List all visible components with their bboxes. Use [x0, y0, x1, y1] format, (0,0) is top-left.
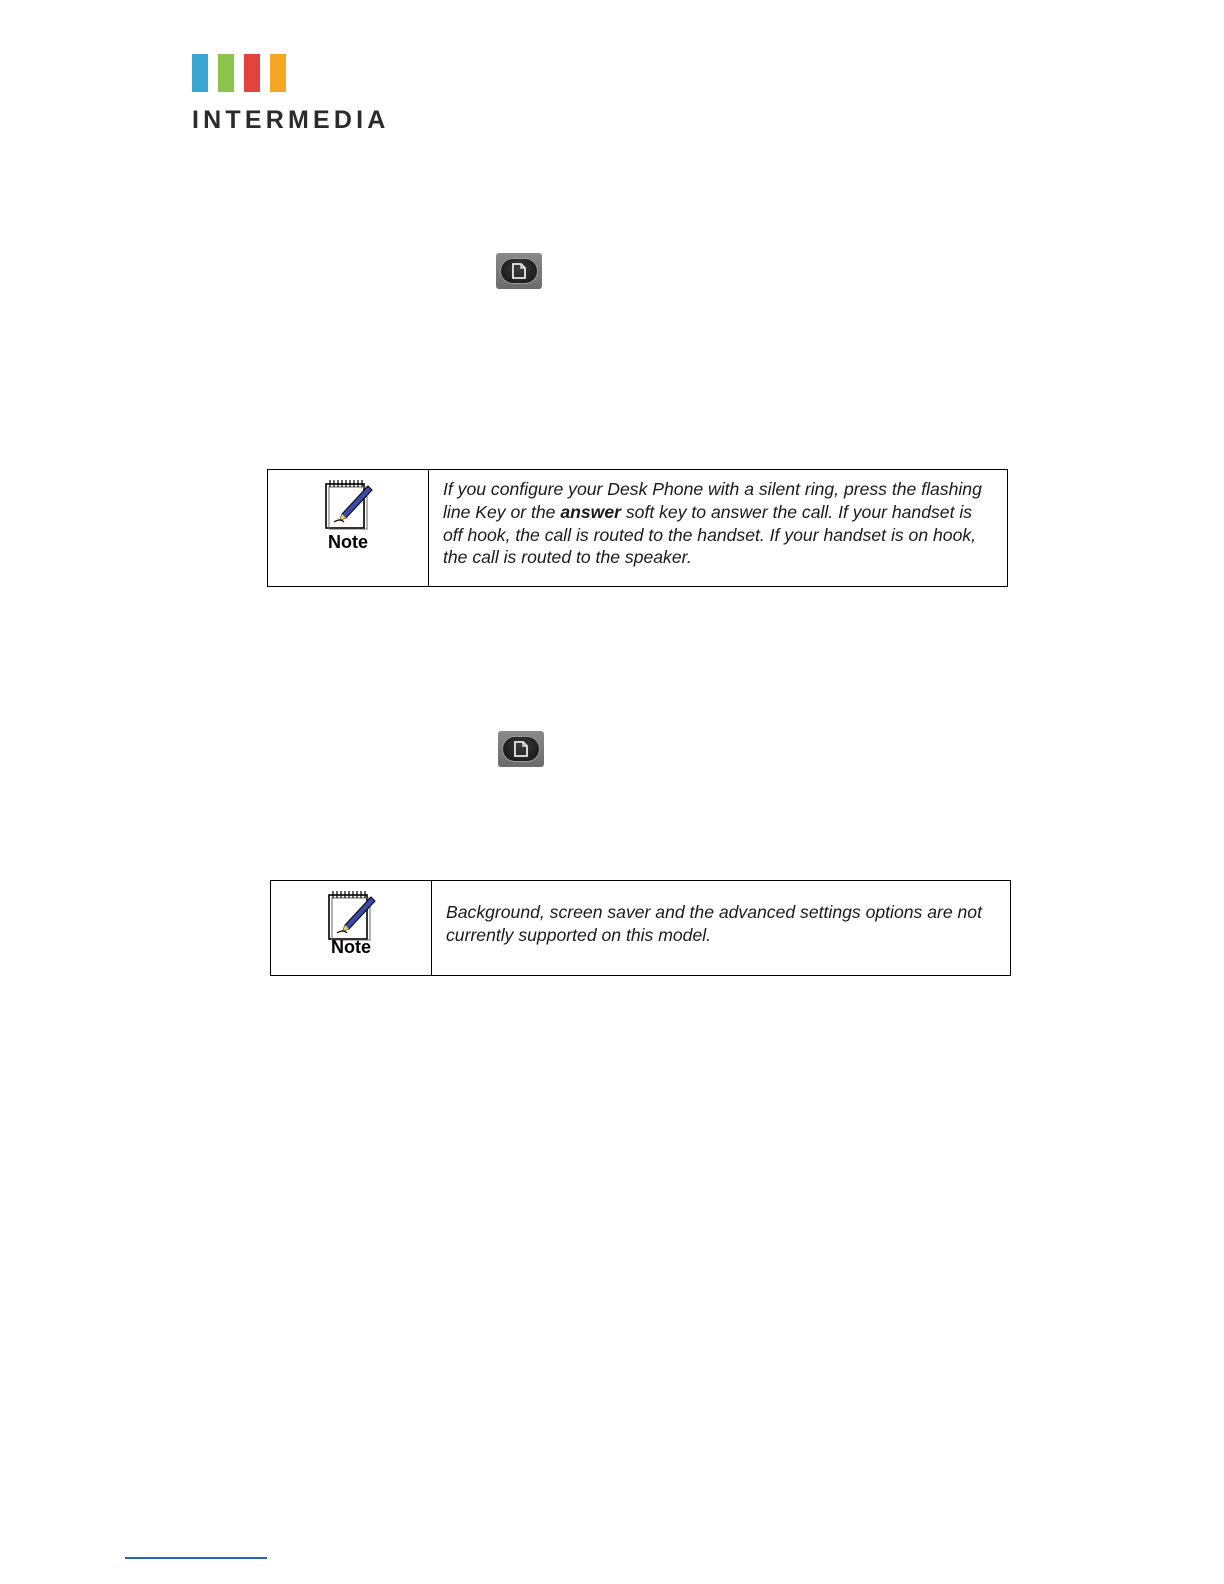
note-box-silent-ring	[267, 469, 1008, 587]
notepad-pen-icon	[324, 478, 374, 530]
note-text	[429, 470, 1007, 586]
note-text-part-1: If you configure your Desk Phone with a silent ring, press the flashing line Key or the	[443, 479, 982, 522]
logo-bars	[192, 54, 288, 92]
note-icon-cell	[268, 470, 429, 586]
logo-bar-green	[218, 54, 234, 92]
phone-soft-key-icon	[496, 253, 542, 289]
note-icon-cell	[271, 881, 432, 975]
footer-link-underline[interactable]	[125, 1557, 267, 1559]
phone-soft-key-icon	[498, 731, 544, 767]
notepad-pen-icon	[327, 889, 377, 941]
note-label: Note	[331, 937, 371, 957]
intermedia-logo	[192, 54, 397, 134]
note-box-unsupported-options	[270, 880, 1011, 976]
note-text-part-2: soft key to answer the call. If your handset is off hook, the call is routed to the handset. If your handset is on hook, the call is routed to the speaker.	[443, 501, 977, 568]
logo-bar-orange	[270, 54, 286, 92]
note-text-bold-answer: answer	[560, 501, 621, 522]
note-text: Background, screen saver and the advanced settings options are not currently supported on this model.	[446, 902, 982, 945]
logo-bar-red	[244, 54, 260, 92]
note-label: Note	[328, 532, 368, 552]
logo-bar-blue	[192, 54, 208, 92]
logo-wordmark: INTERMEDIA	[192, 106, 390, 134]
